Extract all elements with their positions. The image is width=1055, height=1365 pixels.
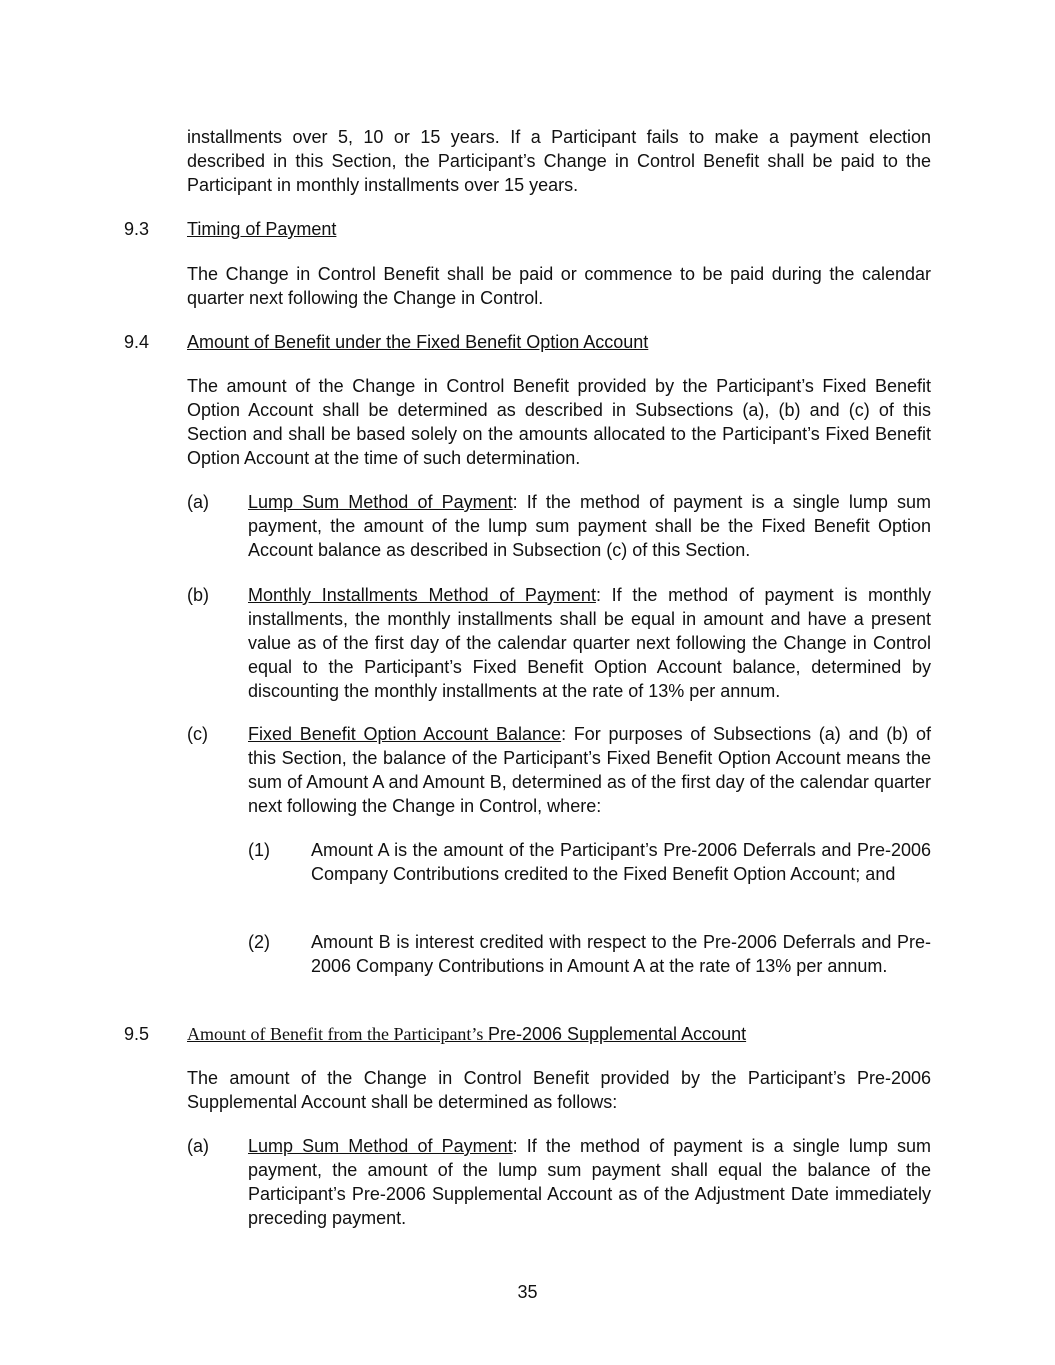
section-9-5-title-sans-part: Pre-2006 Supplemental Account [487,1024,747,1044]
section-9-4-number: 9.4 [124,332,150,352]
section-9-4-c-text: : For purposes of Subsections (a) and (b) of this Section, the balance of the Participant’s Fixed Benefit Option Account means the sum of Amount A and Amount B, determined as of the first day of the calendar quarter next following the Change in Control, where: [248,724,932,816]
section-9-4-body: The amount of the Change in Control Benefit provided by the Participant’s Fixed Benefit Option Account shall be determined as described in Subsections (a), (b) and (c) of this Section and shall be based solely on the amounts allocated to the Participant’s Fixed Benefit Option Account at the time of such determination. [187,376,931,468]
page-number: 35 [517,1282,538,1302]
section-9-4-a-heading: Lump Sum Method of Payment [248,492,513,512]
section-9-4-c-1-label: (1) [248,840,270,860]
section-9-4-b-paragraph [248,583,931,703]
section-9-5-title-serif-part: Amount of Benefit from the Participant’s [187,1024,488,1044]
section-9-4-b-text: : If the method of payment is monthly installments, the monthly installments shall be equal in amount and have a present value as of the first day of the calendar quarter next following the Change in Control equal to the Participant’s Fixed Benefit Option Account balance, determined by discounting the monthly installments at the rate of 13% per annum. [248,585,931,701]
section-9-5-a-heading: Lump Sum Method of Payment [248,1136,513,1156]
section-9-4-a-paragraph [248,490,931,562]
section-9-3-number: 9.3 [124,219,150,239]
section-9-4-c-heading: Fixed Benefit Option Account Balance [248,724,562,744]
section-9-3-title: Timing of Payment [187,219,337,239]
section-9-4-c-2-text: Amount B is interest credited with respect to the Pre-2006 Deferrals and Pre-2006 Company Contributions in Amount A at the rate of 13% per annum. [311,932,931,976]
section-9-4-b-label: (b) [187,585,209,605]
section-9-4-c-2-label: (2) [248,932,270,952]
section-9-5-a-label: (a) [187,1136,209,1156]
section-9-4-b-heading: Monthly Installments Method of Payment [248,585,596,605]
section-9-4-c-paragraph [248,722,931,818]
section-9-3-body: The Change in Control Benefit shall be paid or commence to be paid during the calendar quarter next following the Change in Control. [187,264,931,308]
section-9-5-body: The amount of the Change in Control Benefit provided by the Participant’s Pre-2006 Supplemental Account shall be determined as follows: [187,1068,931,1112]
section-9-4-a-text: : If the method of payment is a single lump sum payment, the amount of the lump sum payment shall be the Fixed Benefit Option Account balance as described in Subsection (c) of this Section. [248,492,931,560]
section-9-4-c-label: (c) [187,724,208,744]
section-9-4-title: Amount of Benefit under the Fixed Benefit Option Account [187,332,649,352]
section-9-5-title [187,1022,746,1046]
section-9-5-a-paragraph [248,1134,931,1230]
section-9-5-a-text: : If the method of payment is a single lump sum payment, the amount of the lump sum payment shall equal the balance of the Participant’s Pre-2006 Supplemental Account as of the Adjustment Date immediately preceding payment. [248,1136,931,1228]
intro-paragraph: installments over 5, 10 or 15 years. If a Participant fails to make a payment election described in this Section, the Participant’s Change in Control Benefit shall be paid to the Participant in monthly installments over 15 years. [187,127,931,195]
section-9-4-a-label: (a) [187,492,209,512]
section-9-4-c-1-text: Amount A is the amount of the Participant’s Pre-2006 Deferrals and Pre-2006 Company Contributions credited to the Fixed Benefit Option Account; and [311,840,931,884]
section-9-5-number: 9.5 [124,1024,150,1044]
